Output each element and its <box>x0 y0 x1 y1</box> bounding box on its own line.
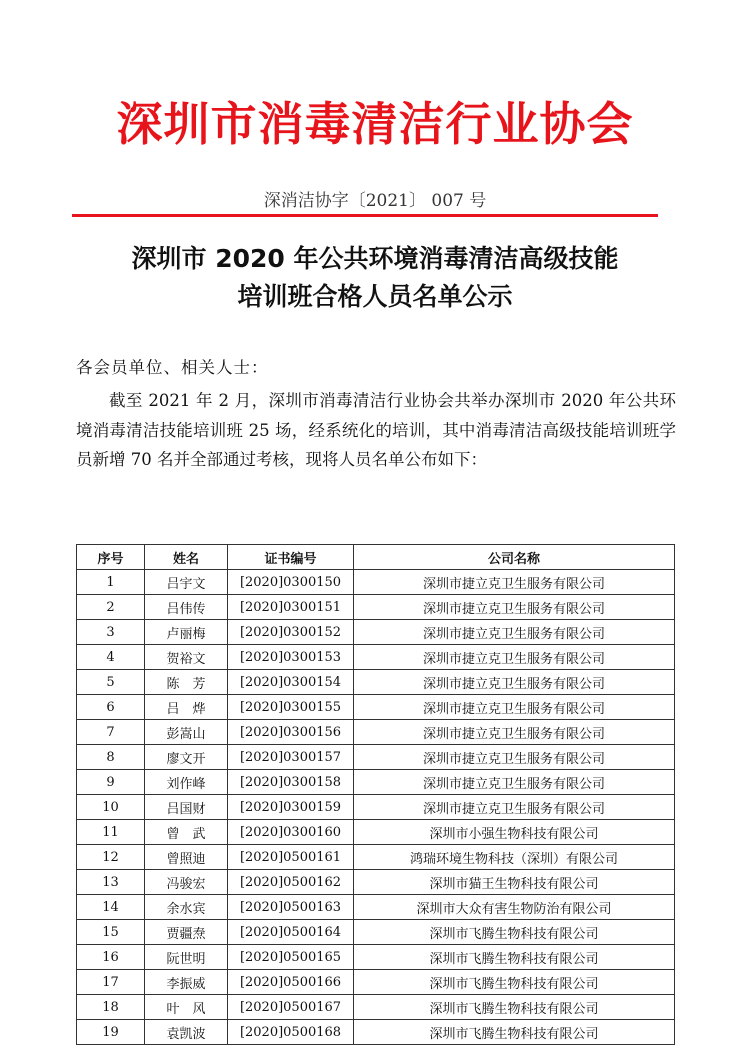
cell-serial: 9 <box>77 770 145 795</box>
table-row <box>77 920 675 945</box>
cell-serial: 19 <box>77 1020 145 1045</box>
table-row <box>77 620 675 645</box>
table-row <box>77 820 675 845</box>
cell-cert-number: [2020]0300156 <box>228 720 354 745</box>
cell-cert-number: [2020]0500168 <box>228 1020 354 1045</box>
header-name: 姓名 <box>145 545 228 570</box>
cell-serial: 8 <box>77 745 145 770</box>
cell-company: 深圳市飞腾生物科技有限公司 <box>354 970 675 995</box>
table-row <box>77 695 675 720</box>
cell-serial: 7 <box>77 720 145 745</box>
cell-serial: 4 <box>77 645 145 670</box>
cell-company: 深圳市捷立克卫生服务有限公司 <box>354 770 675 795</box>
cell-cert-number: [2020]0300151 <box>228 595 354 620</box>
cell-company: 深圳市猫王生物科技有限公司 <box>354 870 675 895</box>
cell-serial: 17 <box>77 970 145 995</box>
cell-name: 吕伟传 <box>145 595 228 620</box>
salutation: 各会员单位、相关人士： <box>76 358 269 377</box>
header-cert-number: 证书编号 <box>228 545 354 570</box>
table-row <box>77 845 675 870</box>
cell-company: 深圳市飞腾生物科技有限公司 <box>354 995 675 1020</box>
document-number: 深消洁协字〔2021〕 007 号 <box>263 191 487 211</box>
cell-serial: 3 <box>77 620 145 645</box>
cell-company: 深圳市飞腾生物科技有限公司 <box>354 920 675 945</box>
cell-company: 深圳市捷立克卫生服务有限公司 <box>354 720 675 745</box>
cell-name: 贺裕文 <box>145 645 228 670</box>
cell-name: 曾 武 <box>145 820 228 845</box>
document-title-line-1: 深圳市 2020 年公共环境消毒清洁高级技能 <box>131 244 619 273</box>
cell-company: 深圳市捷立克卫生服务有限公司 <box>354 695 675 720</box>
cell-name: 吕国财 <box>145 795 228 820</box>
table-row <box>77 895 675 920</box>
cell-company: 深圳市捷立克卫生服务有限公司 <box>354 620 675 645</box>
cell-cert-number: [2020]0300153 <box>228 645 354 670</box>
cell-cert-number: [2020]0300154 <box>228 670 354 695</box>
cell-name: 刘作峰 <box>145 770 228 795</box>
cell-serial: 16 <box>77 945 145 970</box>
cell-name: 余水宾 <box>145 895 228 920</box>
cell-serial: 10 <box>77 795 145 820</box>
cell-serial: 15 <box>77 920 145 945</box>
cell-cert-number: [2020]0300150 <box>228 570 354 595</box>
roster-table <box>76 544 675 1045</box>
table-row <box>77 570 675 595</box>
cell-serial: 1 <box>77 570 145 595</box>
cell-cert-number: [2020]0500161 <box>228 845 354 870</box>
cell-company: 鸿瑞环境生物科技（深圳）有限公司 <box>354 845 675 870</box>
cell-name: 李振威 <box>145 970 228 995</box>
cell-serial: 14 <box>77 895 145 920</box>
cell-serial: 18 <box>77 995 145 1020</box>
cell-name: 贾疆焘 <box>145 920 228 945</box>
body-paragraph: 截至 2021 年 2 月，深圳市消毒清洁行业协会共举办深圳市 2020 年公共环境消毒清洁技能培训班 25 场，经系统化的培训，其中消毒清洁高级技能培训班学员新增 70 名并全部通过考核，现将人员名单公布如下： <box>76 391 676 469</box>
cell-company: 深圳市大众有害生物防治有限公司 <box>354 895 675 920</box>
cell-cert-number: [2020]0500164 <box>228 920 354 945</box>
cell-company: 深圳市捷立克卫生服务有限公司 <box>354 570 675 595</box>
table-header-row <box>77 545 675 570</box>
table-row <box>77 970 675 995</box>
cell-cert-number: [2020]0500165 <box>228 945 354 970</box>
document-title-line-2: 培训班合格人员名单公示 <box>237 282 513 311</box>
cell-name: 吕宇文 <box>145 570 228 595</box>
cell-company: 深圳市捷立克卫生服务有限公司 <box>354 670 675 695</box>
cell-serial: 12 <box>77 845 145 870</box>
cell-serial: 13 <box>77 870 145 895</box>
cell-name: 阮世明 <box>145 945 228 970</box>
header-serial: 序号 <box>77 545 145 570</box>
cell-company: 深圳市捷立克卫生服务有限公司 <box>354 745 675 770</box>
header-company: 公司名称 <box>354 545 675 570</box>
cell-serial: 5 <box>77 670 145 695</box>
table-row <box>77 595 675 620</box>
table-row <box>77 720 675 745</box>
cell-cert-number: [2020]0500163 <box>228 895 354 920</box>
cell-cert-number: [2020]0300158 <box>228 770 354 795</box>
table-row <box>77 645 675 670</box>
cell-serial: 2 <box>77 595 145 620</box>
cell-company: 深圳市捷立克卫生服务有限公司 <box>354 795 675 820</box>
table-row <box>77 670 675 695</box>
cell-name: 廖文开 <box>145 745 228 770</box>
cell-serial: 11 <box>77 820 145 845</box>
cell-name: 卢丽梅 <box>145 620 228 645</box>
cell-serial: 6 <box>77 695 145 720</box>
cell-name: 彭嵩山 <box>145 720 228 745</box>
cell-name: 冯骏宏 <box>145 870 228 895</box>
cell-name: 吕 烨 <box>145 695 228 720</box>
table-row <box>77 745 675 770</box>
table-row <box>77 1020 675 1045</box>
red-divider <box>72 214 658 217</box>
org-title: 深圳市消毒清洁行业协会 <box>116 97 634 151</box>
cell-cert-number: [2020]0300152 <box>228 620 354 645</box>
cell-name: 曾照迪 <box>145 845 228 870</box>
cell-cert-number: [2020]0500167 <box>228 995 354 1020</box>
cell-name: 叶 风 <box>145 995 228 1020</box>
roster-body <box>77 570 675 1045</box>
table-row <box>77 795 675 820</box>
cell-company: 深圳市飞腾生物科技有限公司 <box>354 945 675 970</box>
cell-company: 深圳市飞腾生物科技有限公司 <box>354 1020 675 1045</box>
cell-cert-number: [2020]0500166 <box>228 970 354 995</box>
cell-cert-number: [2020]0300159 <box>228 795 354 820</box>
cell-cert-number: [2020]0300157 <box>228 745 354 770</box>
cell-company: 深圳市捷立克卫生服务有限公司 <box>354 645 675 670</box>
cell-name: 陈 芳 <box>145 670 228 695</box>
cell-cert-number: [2020]0500162 <box>228 870 354 895</box>
cell-cert-number: [2020]0300155 <box>228 695 354 720</box>
table-row <box>77 870 675 895</box>
document-title <box>0 240 750 316</box>
table-row <box>77 995 675 1020</box>
cell-name: 袁凯波 <box>145 1020 228 1045</box>
cell-cert-number: [2020]0300160 <box>228 820 354 845</box>
table-row <box>77 945 675 970</box>
table-row <box>77 770 675 795</box>
cell-company: 深圳市捷立克卫生服务有限公司 <box>354 595 675 620</box>
cell-company: 深圳市小强生物科技有限公司 <box>354 820 675 845</box>
